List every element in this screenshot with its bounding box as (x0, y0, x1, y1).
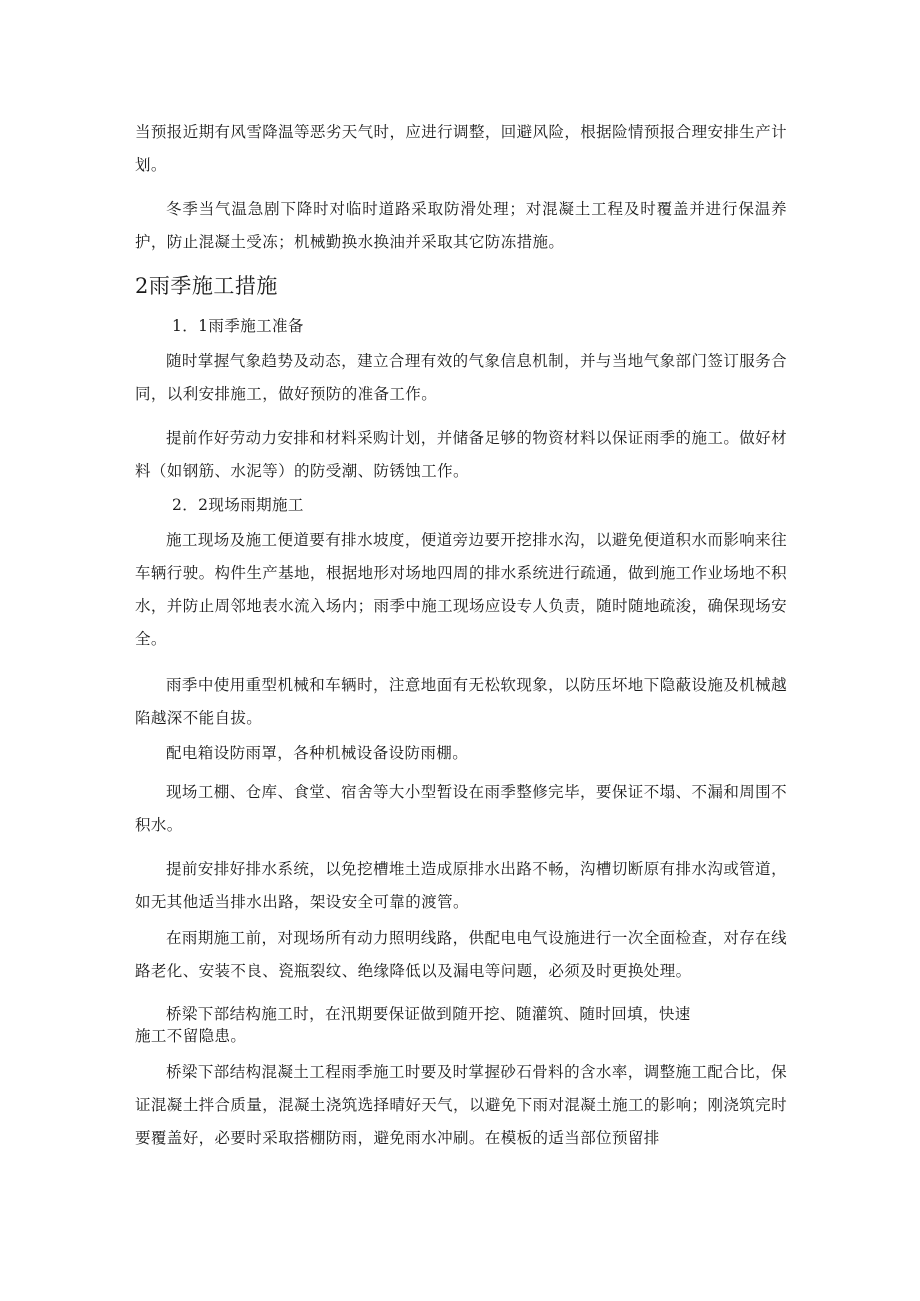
subheading-site-rainy: 2．2现场雨期施工 (172, 496, 304, 514)
paragraph-bridge-line2: 施工不留隐患。 (135, 1027, 247, 1045)
paragraph-weather-info: 随时掌握气象趋势及动态，建立合理有效的气象信息机制，并与当地气象部门签订服务合同，以利安排施工，做好预防的准备工作。 (135, 352, 787, 403)
paragraph-bridge-substructure (135, 1003, 787, 1047)
paragraph-rain-covers: 配电箱设防雨罩，各种机械设备设防雨棚。 (166, 744, 469, 762)
paragraph-electrical-inspection: 在雨期施工前，对现场所有动力照明线路，供配电电气设施进行一次全面检查，对存在线路老化、安装不良、瓷瓶裂纹、绝缘降低以及漏电等问题，必须及时更换处理。 (135, 929, 787, 980)
paragraph-drainage-slope: 施工现场及施工便道要有排水坡度，便道旁边要开挖排水沟，以避免便道积水而影响来往车辆行驶。构件生产基地，根据地形对场地四周的排水系统进行疏通，做到施工作业场地不积水，并防止周邻地表水流入场内；雨季中施工现场应设专人负责，随时随地疏浚，确保现场安全。 (135, 531, 787, 648)
subheading-rainy-preparation: 1．1雨季施工准备 (172, 317, 304, 335)
paragraph-heavy-machinery: 雨季中使用重型机械和车辆时，注意地面有无松软现象，以防压坏地下隐蔽设施及机械越陷越深不能自拔。 (135, 676, 787, 727)
paragraph-temporary-buildings: 现场工棚、仓库、食堂、宿舍等大小型暂设在雨季整修完毕，要保证不塌、不漏和周围不积水。 (135, 783, 787, 834)
paragraph-concrete-rainy: 桥梁下部结构混凝土工程雨季施工时要及时掌握砂石骨料的含水率，调整施工配合比，保证混凝土拌合质量，混凝土浇筑选择晴好天气，以避免下雨对混凝土施工的影响；刚浇筑完时要覆盖好，必要时采取搭棚防雨，避免雨水冲刷。在模板的适当部位预留排 (135, 1063, 787, 1147)
section-heading-rainy-season: 2雨季施工措施 (135, 274, 278, 298)
paragraph-labor-materials: 提前作好劳动力安排和材料采购计划，并储备足够的物资材料以保证雨季的施工。做好材料（如钢筋、水泥等）的防受潮、防锈蚀工作。 (135, 429, 787, 480)
paragraph-drainage-system: 提前安排好排水系统，以免挖槽堆土造成原排水出路不畅，沟槽切断原有排水沟或管道，如无其他适当排水出路，架设安全可靠的渡管。 (135, 860, 787, 911)
paragraph-bad-weather: 当预报近期有风雪降温等恶劣天气时，应进行调整，回避风险，根据险情预报合理安排生产计划。 (135, 123, 787, 174)
paragraph-bridge-line1: 桥梁下部结构施工时，在汛期要保证做到随开挖、随灌筑、随时回填，快速 (166, 1005, 691, 1023)
paragraph-winter-measures: 冬季当气温急剧下降时对临时道路采取防滑处理；对混凝土工程及时覆盖并进行保温养护，防止混凝土受冻；机械勤换水换油并采取其它防冻措施。 (135, 200, 787, 251)
